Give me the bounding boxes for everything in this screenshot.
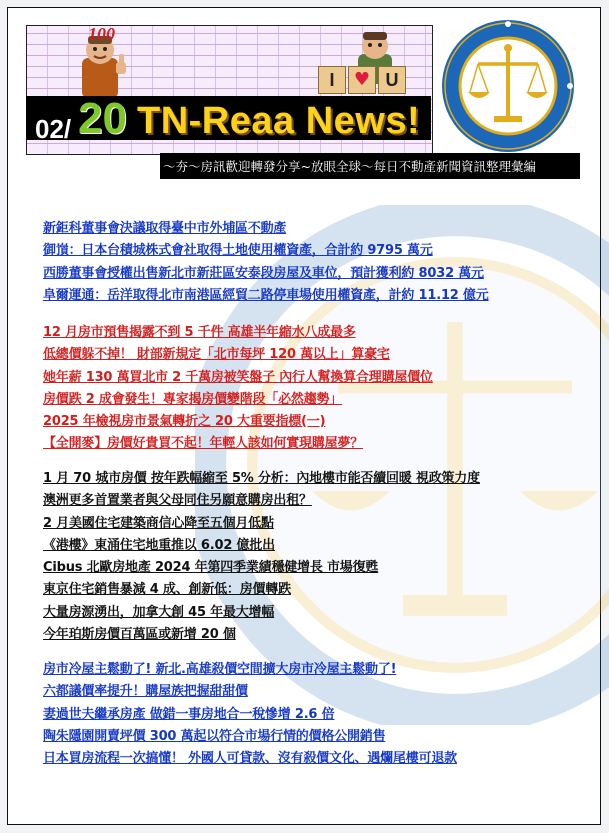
news-link[interactable]: 今年珀斯房價百萬區或新增 20 個 (43, 627, 236, 643)
news-link[interactable]: 御嵿：日本台積城株式會社取得土地使用權資產，合計約 9795 萬元 (43, 243, 433, 259)
news-link[interactable]: 1 月 70 城市房價 按年跌幅縮至 5% 分析：內地樓市能否續回暖 視政策力度 (43, 471, 480, 486)
news-link[interactable]: 《港樓》東涌住宅地重推以 6.02 億批出 (43, 537, 275, 553)
news-link[interactable]: 房市冷屋主鬆動了! 新北.高雄殺價空間擴大房市冷屋主鬆動了! (43, 662, 397, 677)
i-love-u-blocks (318, 66, 406, 94)
news-link[interactable]: 六都議價率提升！購屋族把握甜甜價 (43, 684, 248, 700)
news-link[interactable]: 阜爾運通：岳洋取得北市南港區經貿二路停車場使用權資產，計約 11.12 億元 (43, 287, 489, 303)
news-group-international (43, 468, 480, 646)
newsletter-title: TN-Reaa News! (137, 100, 421, 142)
news-group-local-corporate (43, 218, 489, 307)
block-heart: ♥ (348, 66, 376, 94)
news-link[interactable]: 2 月美國住宅建築商信心降至五個月低點 (43, 515, 274, 531)
news-link[interactable]: 她年薪 130 萬買北市 2 千萬房被笑盤子 內行人幫換算合理購屋價位 (43, 369, 433, 385)
date-month: 02/ (35, 114, 72, 144)
news-link[interactable]: 大量房源湧出，加拿大創 45 年最大增幅 (43, 604, 275, 620)
date-day: 20 (78, 94, 127, 143)
news-link[interactable]: 12 月房市預售揭露不到 5 千件 高雄半年縮水八成最多 (43, 325, 356, 340)
block-i: I (318, 66, 346, 94)
news-link[interactable]: 低總價躲不掉！ 財部新規定「北市每坪 120 萬以上」算豪宅 (43, 347, 390, 363)
news-link[interactable]: 西勝董事會授權出售新北市新莊區安泰段房屋及車位，預計獲利約 8032 萬元 (43, 265, 484, 281)
newsletter-subtitle: ～夯～房訊歡迎轉發分享~放眼全球～每日不動產新聞資訊整理彙編 (163, 159, 536, 174)
block-u: U (378, 66, 406, 94)
news-link[interactable]: Cibus 北歐房地產 2024 年第四季業績穩健增長 市場復甦 (43, 560, 379, 576)
news-link[interactable]: 日本買房流程一次搞懂！ 外國人可貸款、沒有殺價文化、遇爛尾樓可退款 (43, 751, 457, 767)
badge-100: 100 (88, 24, 115, 44)
news-link[interactable]: 陶朱隱園開賣坪價 300 萬起以符合市場行情的價格公開銷售 (43, 728, 386, 744)
news-link[interactable]: 東京住宅銷售暴減 4 成、創新低：房價轉跌 (43, 582, 291, 598)
news-link[interactable]: 2025 年檢視房市景氣轉折之 20 大重要指標(一) (43, 414, 326, 430)
news-group-buyers (43, 659, 457, 770)
association-logo-icon (438, 16, 578, 156)
news-link[interactable]: 妻過世夫繼承房產 做錯一事房地合一稅慘增 2.6 倍 (43, 706, 335, 722)
news-link[interactable]: 房價跌 2 成會發生！專家揭房價變階段「必然趨勢」 (43, 391, 343, 407)
news-link[interactable]: 【全開麥】房價好貴買不起！年輕人該如何實現購屋夢？ (43, 436, 364, 452)
news-link[interactable]: 新鉅科董事會決議取得臺中市外埔區不動產 (43, 221, 287, 236)
news-link[interactable]: 澳洲更多首置業者與父母同住另願意購房出租？ (43, 493, 312, 509)
news-group-market-headlines (43, 322, 433, 456)
